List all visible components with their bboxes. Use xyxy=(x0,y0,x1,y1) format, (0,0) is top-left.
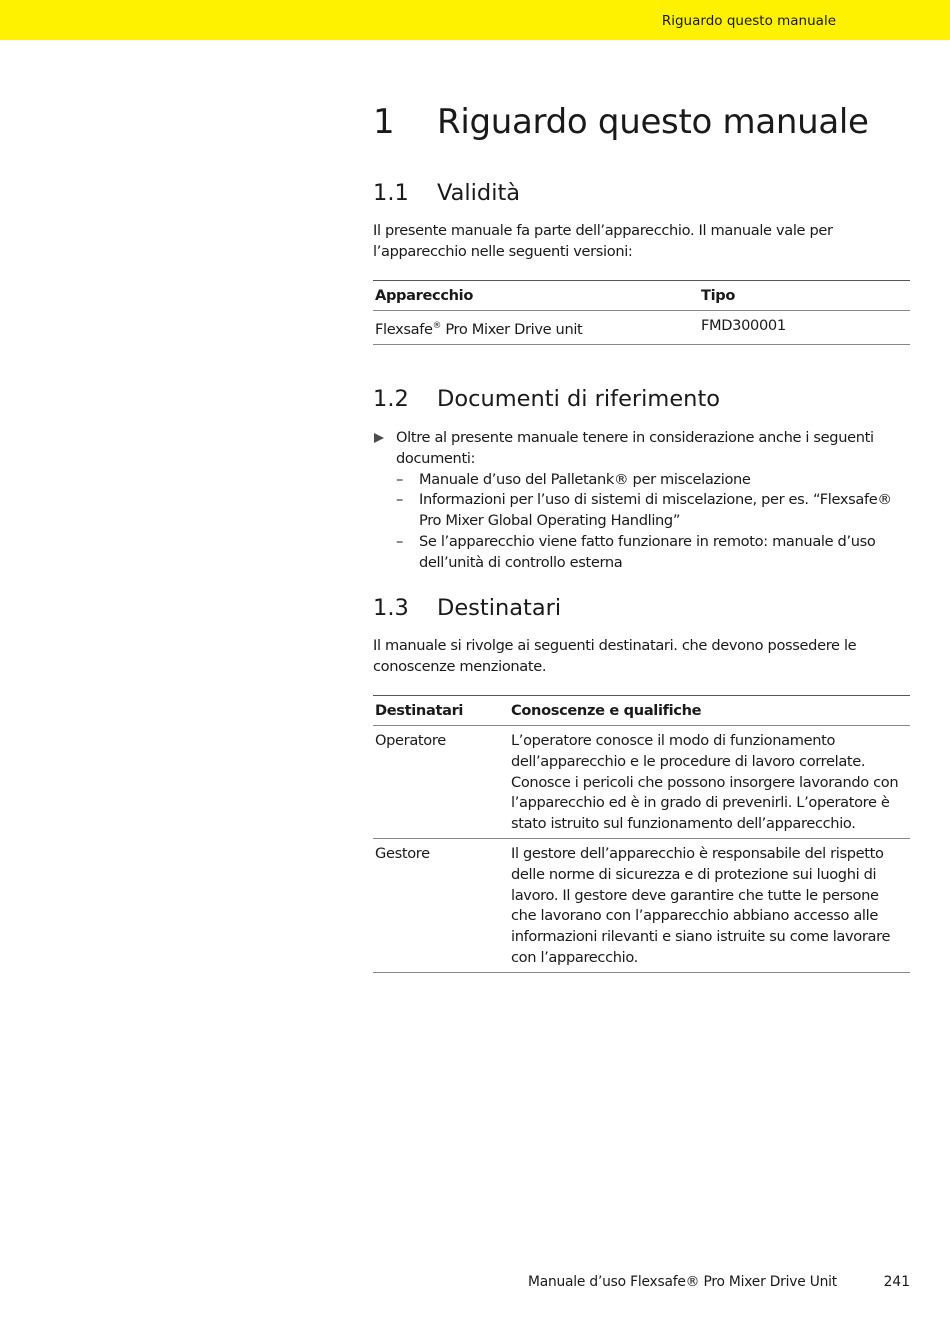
sub-item-text: Manuale d’uso del Palletank® per miscelazione xyxy=(419,470,751,488)
role-cell: Gestore xyxy=(373,838,509,972)
table-header-row xyxy=(373,281,910,311)
section-heading-validita xyxy=(373,180,910,210)
column-header-tipo: Tipo xyxy=(699,281,910,311)
bullet-text: Oltre al presente manuale tenere in considerazione anche i seguenti documenti: xyxy=(396,429,874,467)
table-row xyxy=(373,311,910,345)
column-header-conoscenze: Conoscenze e qualifiche xyxy=(509,696,910,726)
validity-intro: Il presente manuale fa parte dell’apparecchio. Il manuale vale per l’apparecchio nelle seguenti versioni: xyxy=(373,222,833,260)
section-title: Validità xyxy=(437,180,521,206)
sub-list-item xyxy=(396,532,910,574)
validity-table xyxy=(373,280,910,345)
sub-list-item xyxy=(396,470,910,491)
dash-marker: – xyxy=(396,491,403,509)
column-header-destinatari: Destinatari xyxy=(373,696,509,726)
device-name-rest: Pro Mixer Drive unit xyxy=(441,320,583,338)
dash-marker: – xyxy=(396,470,403,488)
section-title: Destinatari xyxy=(437,595,562,621)
section-heading-documenti xyxy=(373,386,910,416)
device-name: Flexsafe xyxy=(375,320,433,338)
footer-manual-title: Manuale d’uso Flexsafe® Pro Mixer Drive Unit xyxy=(527,1274,837,1290)
sub-item-text: Informazioni per l’uso di sistemi di miscelazione, per es. “Flexsafe® Pro Mixer Global Operating Handling” xyxy=(419,491,892,530)
device-cell xyxy=(373,311,699,345)
type-cell: FMD300001 xyxy=(699,311,910,345)
role-cell: Operatore xyxy=(373,726,509,839)
sub-list-item xyxy=(396,490,910,532)
section-title: Documenti di riferimento xyxy=(437,386,721,412)
table-header-row xyxy=(373,696,910,726)
list-item xyxy=(373,428,910,574)
qualification-cell: L’operatore conosce il modo di funzionamento dell’apparecchio e le procedure di lavoro correlate. Conosce i pericoli che possono insorgere lavorando con l’apparecchio ed è in grado di prevenirli. L’operatore è stato istruito sul funzionamento dell’apparecchio. xyxy=(509,726,910,839)
triangle-right-icon xyxy=(374,433,384,443)
audience-intro: Il manuale si rivolge ai seguenti destinatari. che devono possedere le conoscenze menzionate. xyxy=(373,637,857,675)
table-row xyxy=(373,726,910,839)
chapter-number: 1 xyxy=(373,102,395,142)
reference-documents-list xyxy=(373,428,910,574)
sub-list xyxy=(396,470,910,574)
section-number: 1.3 xyxy=(373,595,409,621)
chapter-title: Riguardo questo manuale xyxy=(437,102,869,142)
table-row xyxy=(373,838,910,972)
column-header-apparecchio: Apparecchio xyxy=(373,281,699,311)
audience-table xyxy=(373,695,910,973)
section-number: 1.2 xyxy=(373,386,409,412)
running-header-title: Riguardo questo manuale xyxy=(661,13,836,29)
qualification-cell: Il gestore dell’apparecchio è responsabile del rispetto delle norme di sicurezza e di protezione sui luoghi di lavoro. Il gestore deve garantire che tutte le persone che lavorano con l’apparecchio abbiano accesso alle informazioni rilevanti e siano istruite su come lavorare con l’apparecchio. xyxy=(509,838,910,972)
section-number: 1.1 xyxy=(373,180,409,206)
dash-marker: – xyxy=(396,532,403,550)
registered-mark: ® xyxy=(432,321,442,331)
section-heading-destinatari xyxy=(373,595,910,625)
sub-item-text: Se l’apparecchio viene fatto funzionare in remoto: manuale d’uso dell’unità di controllo esterna xyxy=(419,532,876,571)
page-number: 241 xyxy=(883,1274,910,1290)
